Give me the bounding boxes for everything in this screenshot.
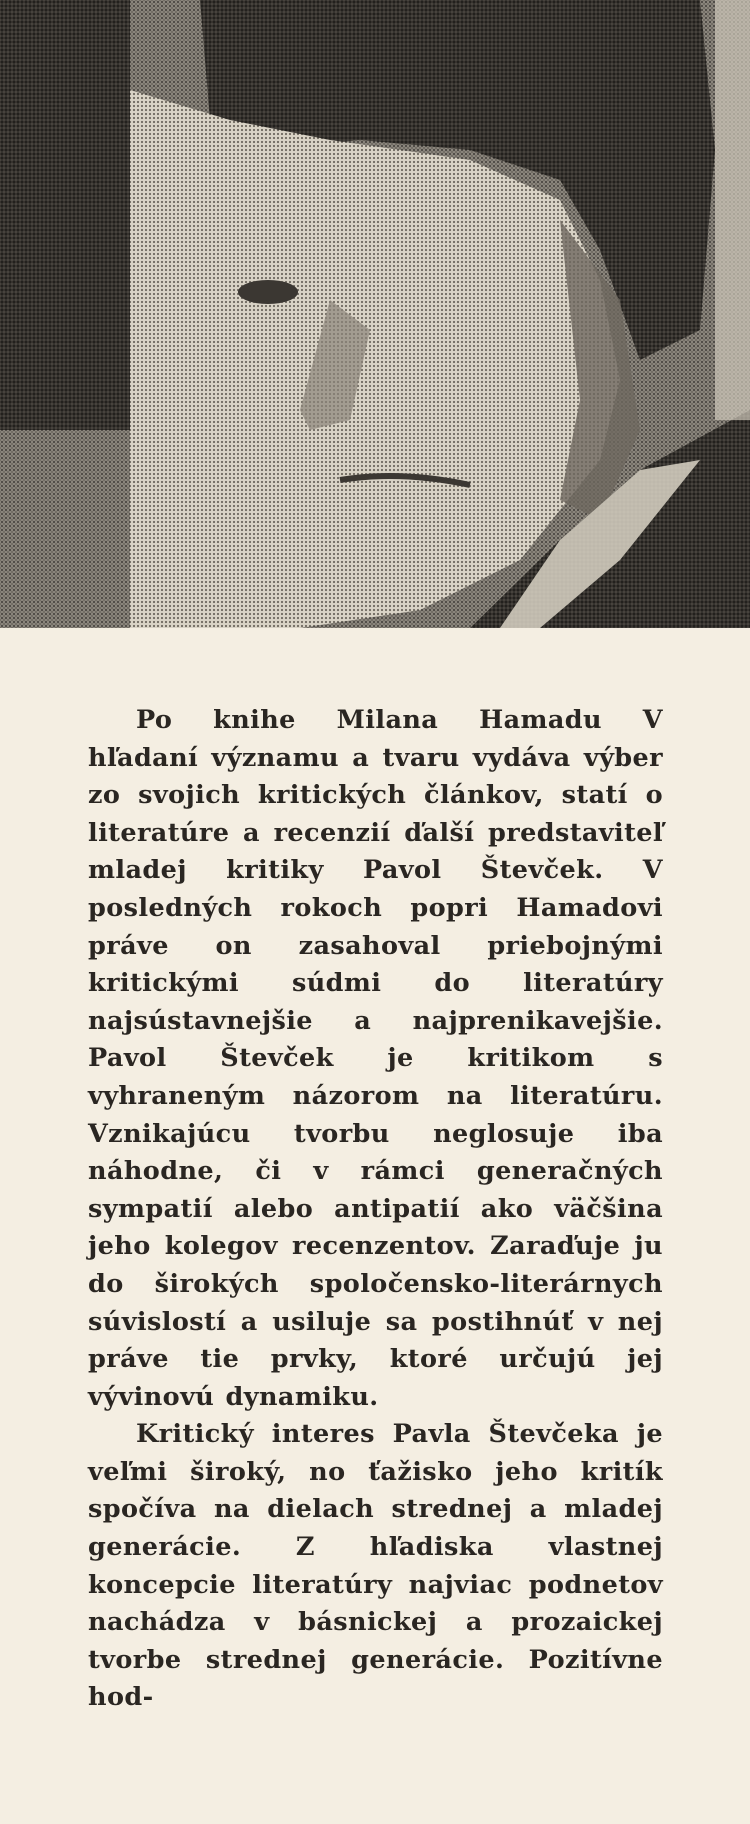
portrait-photo [0, 0, 750, 628]
portrait-illustration [0, 0, 750, 628]
article-body [88, 702, 663, 1717]
paragraph-1: Po knihe Milana Hamadu V hľadaní významu a tvaru vydáva výber zo svojich kritických článkov, statí o literatúre a recenzií ďalší predstaviteľ mladej kritiky Pavol Števček. V posledných rokoch popri Hamadovi práve on zasahoval priebojnými kritickými súdmi do literatúry najsústavnejšie a najprenikavejšie. Pavol Števček je kritikom s vyhraneným názorom na literatúru. Vznikajúcu tvorbu neglosuje iba náhodne, či v rámci generačných sympatií alebo antipatií ako väčšina jeho kolegov recenzentov. Zaraďuje ju do širokých spoločensko-literárnych súvislostí a usiluje sa postihnúť v nej práve tie prvky, ktoré určujú jej vývinovú dynamiku. [88, 705, 663, 1412]
paragraph-2: Kritický interes Pavla Števčeka je veľmi široký, no ťažisko jeho kritík spočíva na dielach strednej a mladej generácie. Z hľadiska vlastnej koncepcie literatúry najviac podnetov nachádza v básnickej a prozaickej tvorbe strednej generácie. Pozitívne hod- [88, 1419, 663, 1713]
